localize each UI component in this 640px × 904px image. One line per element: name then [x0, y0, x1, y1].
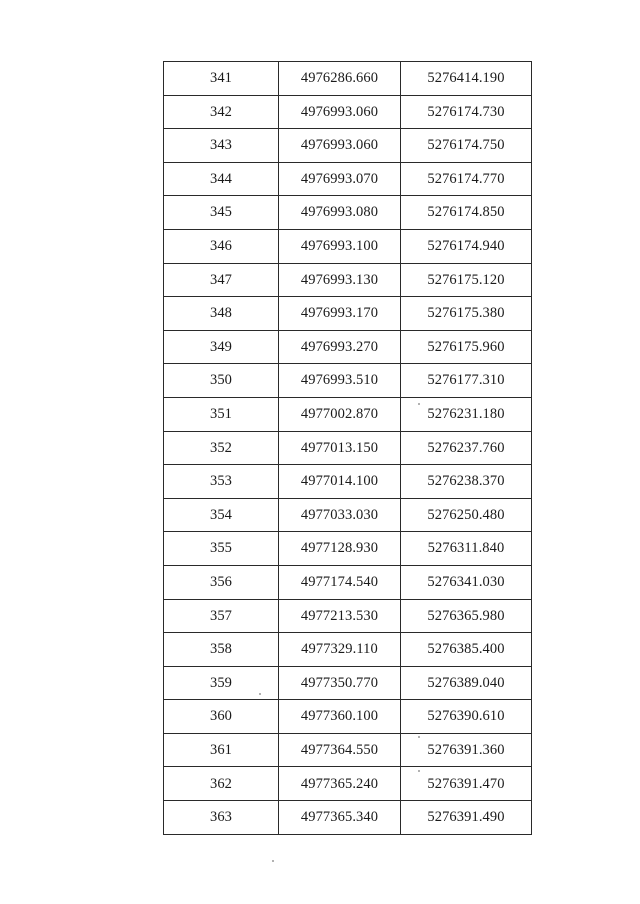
x-coordinate-cell: 4976993.070	[279, 162, 401, 196]
point-number-cell: 349	[164, 330, 279, 364]
table-row	[164, 733, 532, 767]
point-number-cell: 350	[164, 364, 279, 398]
y-coordinate-cell: 5276414.190	[401, 62, 532, 96]
x-coordinate-cell: 4976993.130	[279, 263, 401, 297]
x-coordinate-cell: 4976286.660	[279, 62, 401, 96]
x-coordinate-cell: 4976993.270	[279, 330, 401, 364]
x-coordinate-cell: 4977002.870	[279, 397, 401, 431]
y-coordinate-cell: 5276385.400	[401, 633, 532, 667]
table-row	[164, 162, 532, 196]
point-number-cell: 346	[164, 229, 279, 263]
y-coordinate-cell: 5276231.180	[401, 397, 532, 431]
y-coordinate-cell: 5276238.370	[401, 465, 532, 499]
table-row	[164, 767, 532, 801]
y-coordinate-cell: 5276174.850	[401, 196, 532, 230]
point-number-cell: 342	[164, 95, 279, 129]
table-row	[164, 431, 532, 465]
scan-speck	[418, 770, 420, 772]
point-number-cell: 359	[164, 666, 279, 700]
point-number-cell: 343	[164, 129, 279, 163]
y-coordinate-cell: 5276237.760	[401, 431, 532, 465]
coordinate-table	[163, 61, 532, 835]
x-coordinate-cell: 4977013.150	[279, 431, 401, 465]
point-number-cell: 355	[164, 532, 279, 566]
table-row	[164, 364, 532, 398]
point-number-cell: 352	[164, 431, 279, 465]
table-row	[164, 666, 532, 700]
scan-speck	[259, 693, 261, 695]
point-number-cell: 354	[164, 498, 279, 532]
x-coordinate-cell: 4976993.060	[279, 95, 401, 129]
table-row	[164, 532, 532, 566]
x-coordinate-cell: 4976993.100	[279, 229, 401, 263]
table-row	[164, 196, 532, 230]
y-coordinate-cell: 5276174.940	[401, 229, 532, 263]
point-number-cell: 347	[164, 263, 279, 297]
table-row	[164, 129, 532, 163]
table-row	[164, 700, 532, 734]
table-row	[164, 565, 532, 599]
table-row	[164, 330, 532, 364]
y-coordinate-cell: 5276391.470	[401, 767, 532, 801]
table-row	[164, 801, 532, 835]
table-row	[164, 95, 532, 129]
point-number-cell: 341	[164, 62, 279, 96]
x-coordinate-cell: 4976993.080	[279, 196, 401, 230]
y-coordinate-cell: 5276174.750	[401, 129, 532, 163]
scan-speck	[418, 403, 420, 405]
y-coordinate-cell: 5276250.480	[401, 498, 532, 532]
point-number-cell: 363	[164, 801, 279, 835]
y-coordinate-cell: 5276391.490	[401, 801, 532, 835]
x-coordinate-cell: 4977350.770	[279, 666, 401, 700]
point-number-cell: 357	[164, 599, 279, 633]
table-row	[164, 498, 532, 532]
table-row	[164, 465, 532, 499]
y-coordinate-cell: 5276391.360	[401, 733, 532, 767]
y-coordinate-cell: 5276341.030	[401, 565, 532, 599]
table-row	[164, 599, 532, 633]
y-coordinate-cell: 5276365.980	[401, 599, 532, 633]
point-number-cell: 344	[164, 162, 279, 196]
y-coordinate-cell: 5276174.730	[401, 95, 532, 129]
point-number-cell: 348	[164, 297, 279, 331]
table-row	[164, 62, 532, 96]
x-coordinate-cell: 4977365.340	[279, 801, 401, 835]
x-coordinate-cell: 4977213.530	[279, 599, 401, 633]
x-coordinate-cell: 4977014.100	[279, 465, 401, 499]
point-number-cell: 351	[164, 397, 279, 431]
table-row	[164, 297, 532, 331]
y-coordinate-cell: 5276175.380	[401, 297, 532, 331]
x-coordinate-cell: 4976993.510	[279, 364, 401, 398]
point-number-cell: 358	[164, 633, 279, 667]
point-number-cell: 360	[164, 700, 279, 734]
x-coordinate-cell: 4977174.540	[279, 565, 401, 599]
y-coordinate-cell: 5276311.840	[401, 532, 532, 566]
point-number-cell: 361	[164, 733, 279, 767]
x-coordinate-cell: 4977365.240	[279, 767, 401, 801]
table-row	[164, 633, 532, 667]
y-coordinate-cell: 5276177.310	[401, 364, 532, 398]
scan-speck	[272, 860, 274, 862]
coordinate-table-body	[164, 62, 532, 835]
y-coordinate-cell: 5276389.040	[401, 666, 532, 700]
table-row	[164, 397, 532, 431]
point-number-cell: 362	[164, 767, 279, 801]
scan-speck	[418, 736, 420, 738]
y-coordinate-cell: 5276390.610	[401, 700, 532, 734]
y-coordinate-cell: 5276175.120	[401, 263, 532, 297]
x-coordinate-cell: 4977128.930	[279, 532, 401, 566]
point-number-cell: 356	[164, 565, 279, 599]
x-coordinate-cell: 4977033.030	[279, 498, 401, 532]
x-coordinate-cell: 4976993.060	[279, 129, 401, 163]
table-row	[164, 229, 532, 263]
y-coordinate-cell: 5276174.770	[401, 162, 532, 196]
x-coordinate-cell: 4977329.110	[279, 633, 401, 667]
point-number-cell: 353	[164, 465, 279, 499]
y-coordinate-cell: 5276175.960	[401, 330, 532, 364]
x-coordinate-cell: 4977360.100	[279, 700, 401, 734]
table-row	[164, 263, 532, 297]
x-coordinate-cell: 4976993.170	[279, 297, 401, 331]
x-coordinate-cell: 4977364.550	[279, 733, 401, 767]
point-number-cell: 345	[164, 196, 279, 230]
